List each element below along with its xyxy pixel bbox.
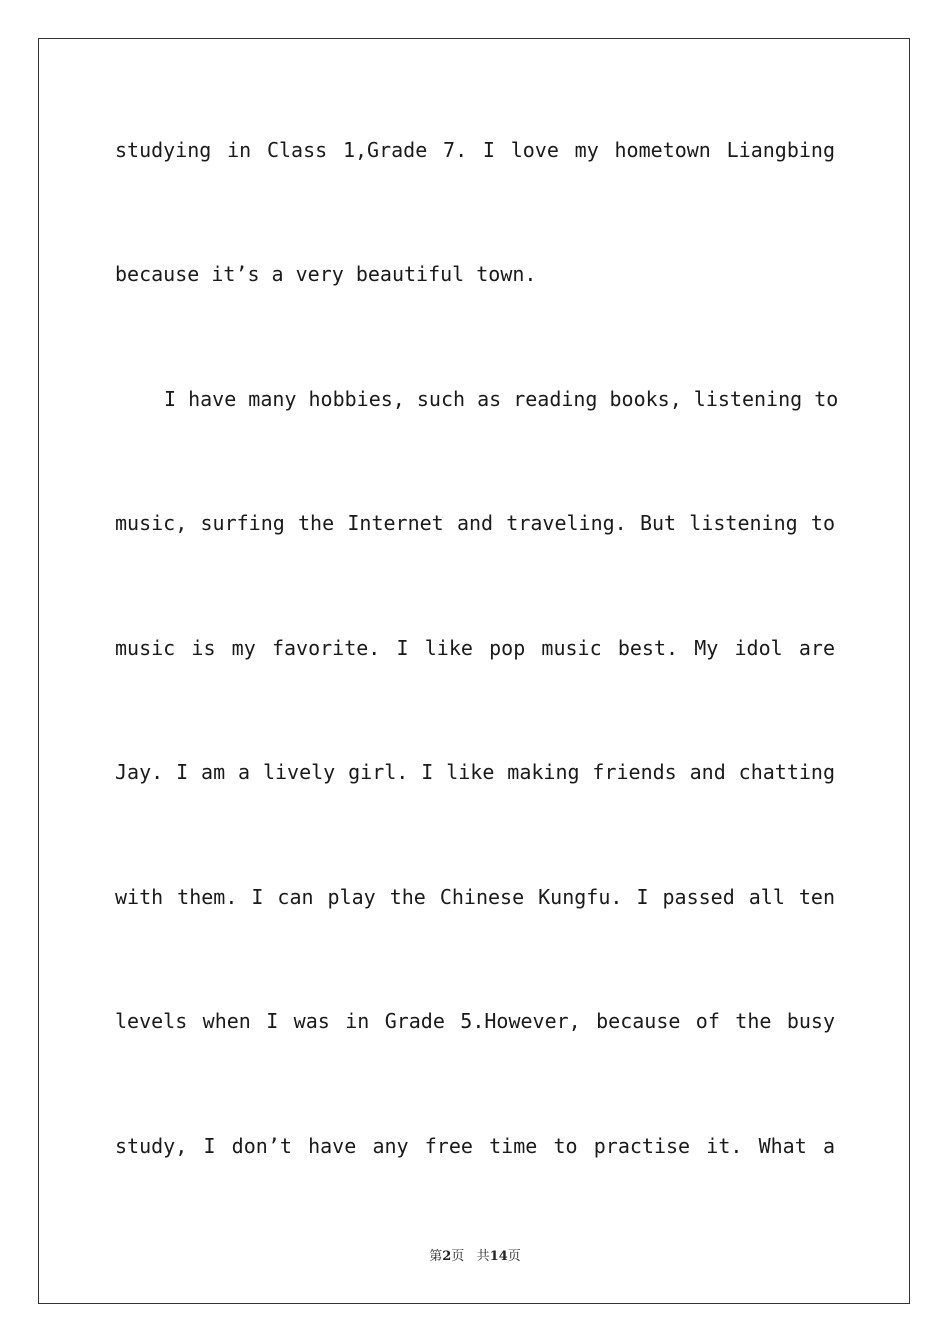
text-line-9: study, I don’t have any free time to practise it. What a bbox=[115, 1134, 835, 1158]
page-border bbox=[38, 38, 910, 1304]
text-line-8: levels when I was in Grade 5.However, because of the busy bbox=[115, 1009, 835, 1033]
footer-total-suffix: 页 bbox=[507, 1249, 521, 1264]
text-line-2: because it’s a very beautiful town. bbox=[115, 262, 537, 286]
footer-page-number: 2 bbox=[442, 1249, 452, 1264]
footer-page-prefix: 第 bbox=[429, 1249, 443, 1264]
footer-total-pages: 14 bbox=[489, 1249, 508, 1264]
footer-total-prefix: 共 bbox=[476, 1249, 490, 1264]
text-line-3: I have many hobbies, such as reading books, listening to bbox=[164, 387, 839, 411]
page-footer bbox=[0, 1249, 950, 1265]
text-line-6: Jay. I am a lively girl. I like making friends and chatting bbox=[115, 760, 835, 784]
text-line-4: music, surfing the Internet and traveling. But listening to bbox=[115, 511, 835, 535]
text-line-5: music is my favorite. I like pop music best. My idol are bbox=[115, 636, 835, 660]
text-line-1: studying in Class 1,Grade 7. I love my hometown Liangbing bbox=[115, 138, 835, 162]
footer-page-suffix: 页 bbox=[451, 1249, 465, 1264]
text-line-7: with them. I can play the Chinese Kungfu. I passed all ten bbox=[115, 885, 835, 909]
